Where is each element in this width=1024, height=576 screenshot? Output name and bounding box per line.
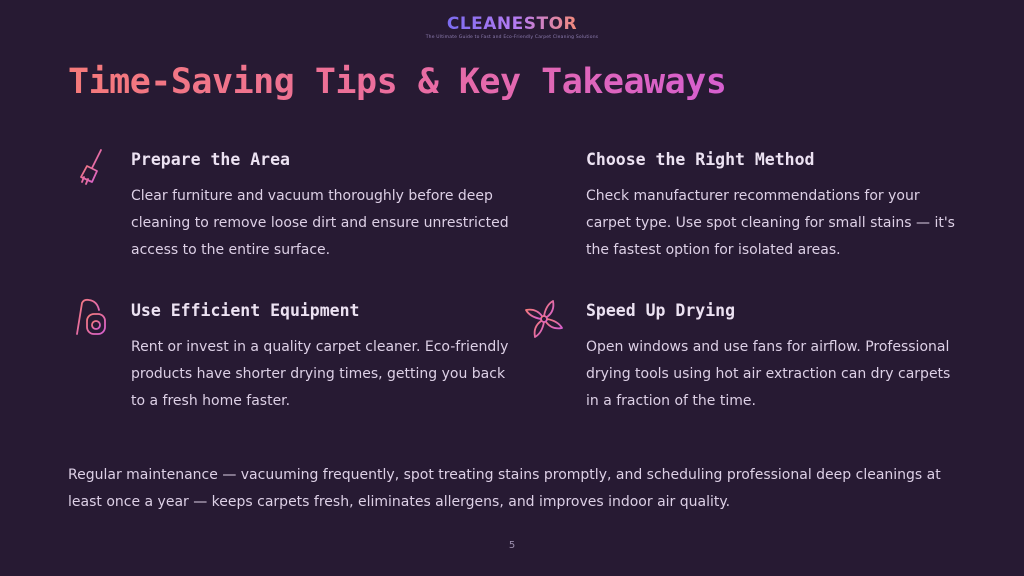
- tip-text: Check manufacturer recommendations for your carpet type. Use spot cleaning for small stains — it's the fastest option for isolated areas.: [586, 188, 955, 258]
- tip-text: Open windows and use fans for airflow. Professional drying tools using hot air extraction can dry carpets in a fraction of the time.: [586, 339, 951, 409]
- tip-card-prepare-area: [131, 150, 511, 264]
- fan-icon: [522, 297, 566, 341]
- logo-tagline: The Ultimate Guide to Fast and Eco-Friendly Carpet Cleaning Solutions: [425, 35, 599, 40]
- tip-heading: Prepare the Area: [131, 150, 290, 169]
- broom-icon: [67, 146, 111, 190]
- vacuum-icon: [67, 297, 111, 341]
- tip-card-speed-drying: [586, 301, 956, 415]
- page-number: 5: [508, 540, 516, 551]
- menu-lines-icon: [522, 146, 566, 190]
- tip-card-right-method: [586, 150, 966, 264]
- summary-text: Regular maintenance — vacuuming frequently, spot treating stains promptly, and scheduling professional deep cleanings at least once a year — keeps carpets fresh, eliminates allergens, and improves indoor air quality.: [68, 467, 941, 510]
- tip-text: Clear furniture and vacuum thoroughly before deep cleaning to remove loose dirt and ensure unrestricted access to the entire surface.: [131, 188, 509, 258]
- logo-wordmark: CLEANESTOR: [446, 14, 578, 34]
- tip-text: Rent or invest in a quality carpet cleaner. Eco-friendly products have shorter drying times, getting you back to a fresh home faster.: [131, 339, 509, 409]
- tip-heading: Speed Up Drying: [586, 301, 736, 320]
- page-title: Time-Saving Tips & Key Takeaways: [68, 62, 727, 102]
- tip-card-efficient-equipment: [131, 301, 511, 415]
- brand-logo: [0, 14, 1024, 40]
- tip-heading: Choose the Right Method: [586, 150, 815, 169]
- tip-heading: Use Efficient Equipment: [131, 301, 360, 320]
